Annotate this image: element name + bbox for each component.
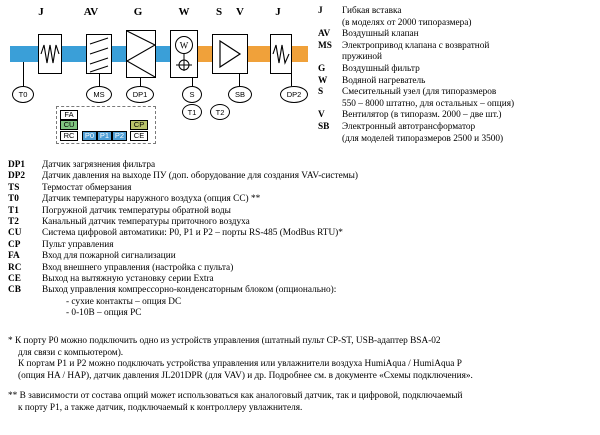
port-tag-p1: P1: [97, 131, 112, 141]
abbr-key: CP: [8, 239, 21, 250]
legend-item: [318, 76, 598, 87]
flex-insert-outlet: [270, 34, 292, 74]
legend-key: [318, 18, 342, 29]
footnote-line: (опция HA / HAP), датчик давления JL201DPR (для VAV) и др. Подробнее см. в документе «Схемы подключения».: [18, 370, 473, 381]
duct-seg-6-warm: [248, 46, 270, 62]
abbr-value: Канальный датчик температуры приточного воздуха: [42, 217, 250, 228]
abbr-key: TS: [8, 182, 20, 193]
abbr-key: DP1: [8, 160, 26, 170]
footnote-line: ** В зависимости от состава опций может использоваться как аналоговый датчик, так и цифровой, подключаемый: [8, 391, 463, 402]
legend-key: G: [318, 63, 326, 74]
abbr-key: CB: [8, 285, 21, 296]
legend-value: Электропривод клапана с возвратной: [342, 40, 490, 51]
legend-value: Гибкая вставка: [342, 6, 402, 16]
abbr-row: [8, 160, 596, 171]
legend-value: Электронный автотрансформатор: [342, 121, 476, 132]
flex-insert-inlet: [38, 34, 62, 74]
abbr-row: [8, 308, 596, 319]
abbr-key: CU: [8, 228, 22, 239]
legend-item: [318, 110, 598, 121]
abbr-value: Погружной датчик температуры обратной воды: [42, 205, 231, 216]
footnote-line: к порту Р1, а также датчик, подключаемый к контроллеру увлажнителя.: [18, 402, 303, 413]
sensor-tag-ms: MS: [86, 86, 112, 103]
duct-inlet: [10, 46, 38, 62]
legend-key: SB: [318, 121, 330, 132]
port-tag-ce: CE: [130, 131, 148, 141]
abbr-row: [8, 228, 596, 239]
legend-item: [318, 87, 598, 98]
component-letter-v: V: [236, 6, 244, 18]
component-letter-j-inlet: J: [38, 6, 44, 18]
sensor-tag-dp1: DP1: [126, 86, 154, 103]
air-damper-av: [86, 34, 112, 74]
abbr-key: CE: [8, 274, 21, 285]
diagram-top-area: [0, 0, 600, 152]
legend-value: (в моделях от 2000 типоразмера): [342, 17, 472, 28]
fan-v: [212, 34, 248, 74]
abbr-value: Датчик загрязнения фильтра: [42, 160, 156, 170]
sensor-tag-t2: T2: [210, 104, 230, 120]
abbr-row: [8, 285, 596, 296]
duct-outlet: [292, 46, 308, 62]
abbr-row: [8, 217, 596, 228]
sensor-tag-t1: T1: [182, 104, 202, 120]
abbr-key: DP2: [8, 171, 26, 182]
port-tag-cu: CU: [60, 120, 78, 130]
abbr-value: Вход внешнего управления (настройка с пульта): [42, 262, 234, 273]
abbr-row: [8, 274, 596, 285]
legend-item: [318, 41, 598, 52]
duct-seg-5-warm: [198, 46, 212, 62]
abbr-row: [8, 297, 596, 308]
abbr-value: Датчик давления на выходе ПУ (доп. оборудование для создания VAV-системы): [42, 171, 358, 182]
legend-key: [318, 52, 342, 63]
footnote-line: * К порту Р0 можно подключить одно из устройств управления (штатный пульт CP-ST, USB-адаптер BSA-02: [8, 336, 441, 346]
lead-dp1: [140, 78, 141, 86]
sensor-tag-dp2: DP2: [280, 86, 308, 103]
abbr-value: Термостат обмерзания: [42, 182, 132, 193]
abbr-key: FA: [8, 251, 20, 262]
legend-value: 550 – 8000 штатно, для остальных – опция): [342, 98, 515, 109]
legend-item: [318, 6, 598, 17]
legend-key: AV: [318, 29, 331, 40]
footnote-line: К портам Р1 и Р2 можно подключать устройства управления или увлажнители воздуха HumiAqua / HumiAqua P: [18, 359, 462, 370]
sensor-tag-t0: T0: [12, 86, 34, 103]
water-heater-w: [170, 30, 198, 78]
abbr-key: [8, 308, 42, 319]
lead-sb: [239, 74, 240, 86]
abbr-key: T0: [8, 194, 19, 205]
footnote-double-asterisk: [8, 391, 596, 414]
abbr-row: [8, 263, 596, 274]
component-letter-j-outlet: J: [275, 6, 281, 18]
lead-s: [192, 78, 193, 86]
legend-value: (для моделей типоразмеров 2500 и 3500): [342, 133, 504, 144]
legend-key: J: [318, 6, 323, 16]
footnotes: [8, 336, 596, 424]
legend-key: [318, 134, 342, 145]
legend-item: [318, 134, 598, 145]
port-tag-cp: CP: [130, 120, 148, 130]
duct-seg-2: [62, 46, 86, 62]
port-tag-p0: P0: [82, 131, 97, 141]
filter-g: [126, 30, 156, 78]
legend-value: Воздушный клапан: [342, 29, 419, 40]
footnote-asterisk: [8, 336, 596, 382]
abbr-row: [8, 171, 596, 182]
unit-schematic: [0, 0, 312, 152]
legend-item: [318, 64, 598, 75]
legend-item: [318, 122, 598, 133]
duct-seg-4: [156, 46, 170, 62]
abbr-row: [8, 240, 596, 251]
abbr-key: RC: [8, 262, 22, 273]
lead-ms: [99, 74, 100, 86]
abbr-value: Система цифровой автоматики: P0, P1 и P2 – порты RS-485 (ModBus RTU)*: [42, 228, 343, 239]
abbr-key: [8, 297, 42, 308]
component-legend: [318, 6, 598, 145]
lead-t0: [23, 62, 24, 86]
legend-value: пружиной: [342, 52, 383, 63]
legend-key: V: [318, 110, 325, 121]
component-letter-s: S: [215, 6, 223, 18]
lead-dp2: [291, 62, 292, 86]
port-tag-fa: FA: [60, 110, 78, 120]
component-letter-av: AV: [83, 6, 99, 18]
svg-text:W: W: [179, 40, 189, 51]
duct-seg-3: [112, 46, 126, 62]
abbr-value: Вход для пожарной сигнализации: [42, 251, 176, 262]
legend-value: Воздушный фильтр: [342, 63, 420, 74]
abbr-key: T2: [8, 217, 19, 228]
abbreviation-table: [8, 160, 596, 320]
legend-item: [318, 18, 598, 29]
legend-key: S: [318, 87, 324, 98]
legend-item: [318, 29, 598, 40]
legend-key: [318, 99, 342, 110]
abbr-value: - 0-10В – опция PC: [66, 308, 142, 319]
component-letter-w: W: [178, 6, 190, 18]
sensor-tag-s: S: [182, 86, 202, 103]
legend-item: [318, 99, 598, 110]
footnote-line: для связи с компьютером).: [18, 347, 124, 358]
sensor-tag-sb: SB: [228, 86, 252, 103]
abbr-row: [8, 206, 596, 217]
legend-value: Водяной нагреватель: [342, 75, 426, 86]
legend-key: MS: [318, 40, 332, 51]
abbr-row: [8, 183, 596, 194]
abbr-value: Выход управления компрессорно-конденсаторным блоком (опционально):: [42, 285, 337, 296]
port-tag-rc: RC: [60, 131, 78, 141]
legend-value: Смесительный узел (для типоразмеров: [342, 87, 497, 98]
legend-item: [318, 52, 598, 63]
abbr-value: - сухие контакты – опция DC: [66, 296, 182, 307]
abbr-value: Датчик температуры наружного воздуха (опция CC) **: [42, 194, 261, 205]
abbr-key: T1: [8, 205, 19, 216]
abbr-row: [8, 194, 596, 205]
abbr-row: [8, 251, 596, 262]
abbr-value: Пульт управления: [42, 239, 114, 250]
component-letter-g: G: [133, 6, 143, 18]
legend-key: W: [318, 75, 328, 86]
legend-value: Вентилятор (в типоразм. 2000 – две шт.): [342, 110, 502, 121]
abbr-value: Выход на вытяжную установку серии Extra: [42, 274, 214, 285]
port-tag-p2: P2: [112, 131, 127, 141]
